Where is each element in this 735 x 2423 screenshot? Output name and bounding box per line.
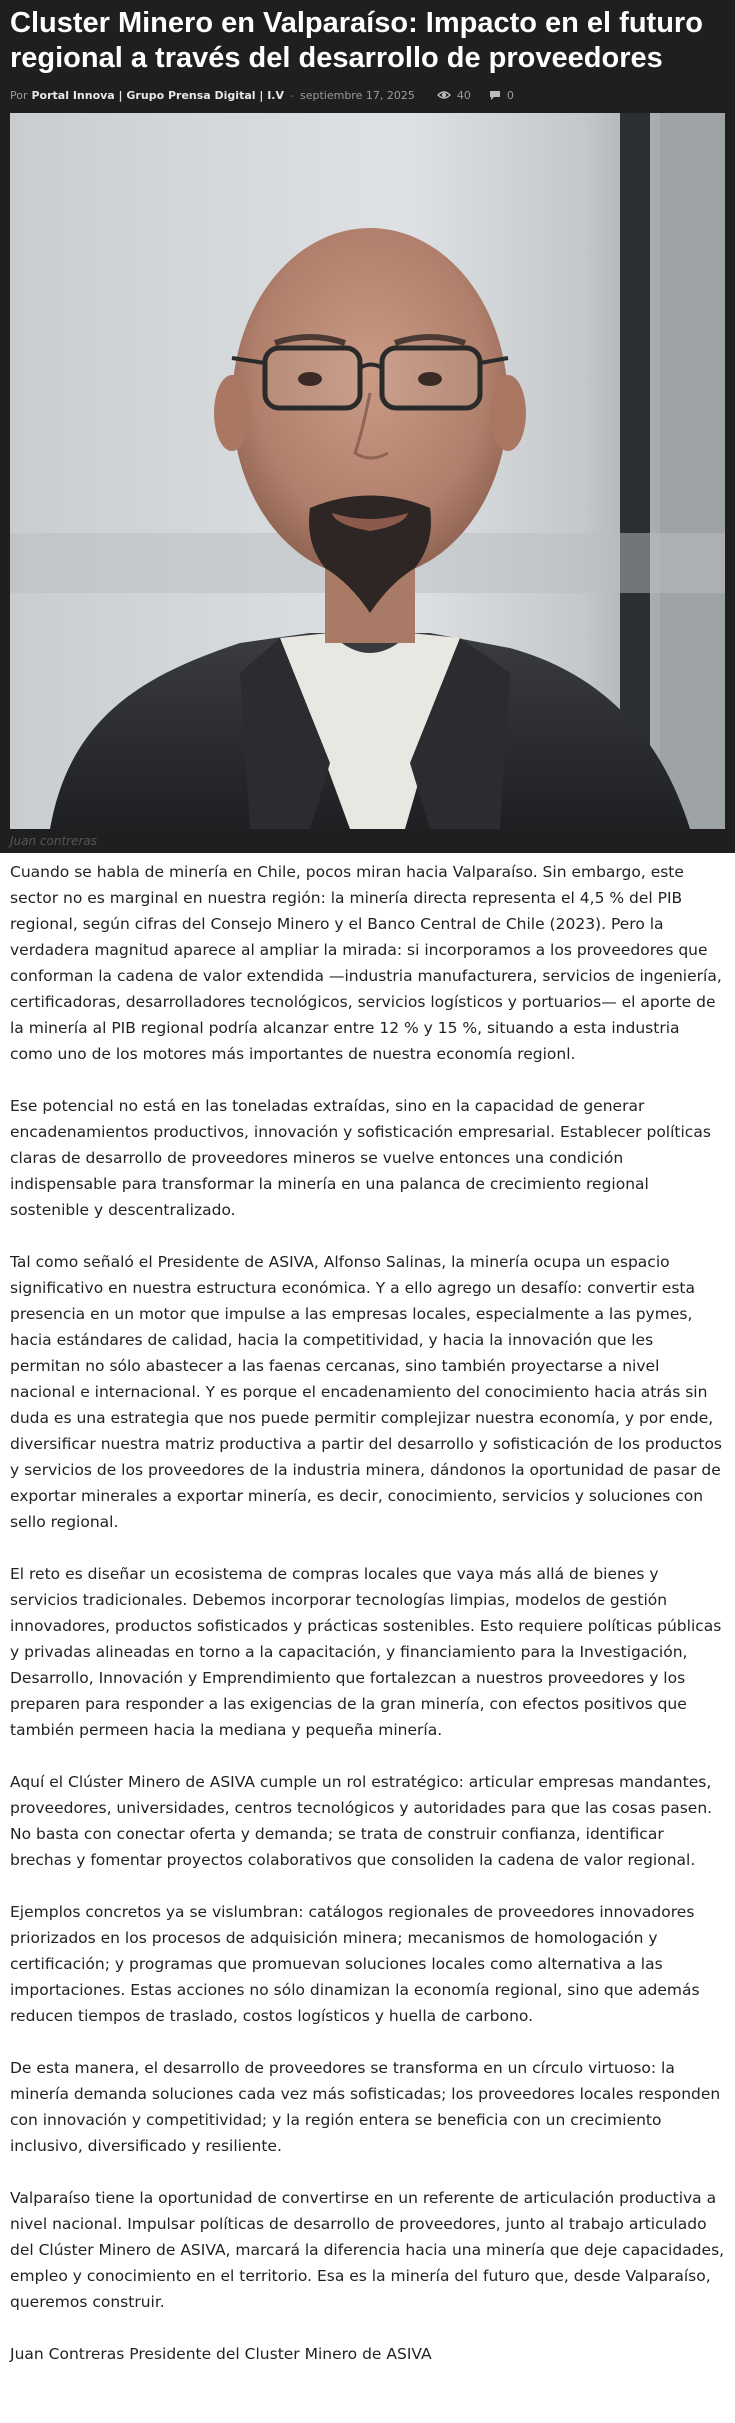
comments-value: 0 xyxy=(506,88,514,102)
comment-icon xyxy=(489,90,501,101)
figure-caption: Juan contreras xyxy=(10,834,98,848)
article-body xyxy=(0,853,735,2423)
portrait-photo xyxy=(10,113,725,829)
eye-icon xyxy=(437,90,451,100)
paragraph: Cuando se habla de minería en Chile, pocos miran hacia Valparaíso. Sin embargo, este sector no es marginal en nuestra región: la minería directa representa el 4,5 % del PIB regional, según cifras del Consejo Minero y el Banco Central de Chile (2023). Pero la verdadera magnitud aparece al ampliar la mirada: si incorporamos a los proveedores que conforman la cadena de valor extendida —industria manufacturera, servicios de ingeniería, certificadoras, desarrolladores tecnológicos, servicios logísticos y portuarios— el aporte de la minería al PIB regional podría alcanzar entre 12 % y 15 %, situando a esta industria como uno de los motores más importantes de nuestra economía regionl. xyxy=(10,863,722,1063)
paragraph: De esta manera, el desarrollo de proveedores se transforma en un círculo virtuoso: la minería demanda soluciones cada vez más sofisticadas; los proveedores locales responden con innovación y competitividad; y la región entera se beneficia con un crecimiento inclusivo, diversificado y resiliente. xyxy=(10,2059,721,2155)
featured-figure xyxy=(0,113,735,853)
author-signature: Juan Contreras Presidente del Cluster Minero de ASIVA xyxy=(10,2345,432,2363)
comments-count[interactable] xyxy=(489,89,514,102)
paragraph: Valparaíso tiene la oportunidad de convertirse en un referente de articulación productiva a nivel nacional. Impulsar políticas de desarrollo de proveedores, junto al trabajo articulado del Clúster Minero de ASIVA, marcará la diferencia hacia una minería que deje capacidades, empleo y conocimiento en el territorio. Esa es la minería del futuro que, desde Valparaíso, queremos construir. xyxy=(10,2189,725,2311)
paragraph: Aquí el Clúster Minero de ASIVA cumple un rol estratégico: articular empresas mandantes, proveedores, universidades, centros tecnológicos y autoridades para que las cosas pasen. No basta con conectar oferta y demanda; se trata de construir confianza, identificar brechas y fomentar proyectos colaborativos que consoliden la cadena de valor regional. xyxy=(10,1773,713,1869)
article-title: Cluster Minero en Valparaíso: Impacto en el futuro regional a través del desarrollo de proveedores xyxy=(10,7,703,74)
views-count xyxy=(437,89,471,102)
author-link[interactable]: Portal Innova | Grupo Prensa Digital | I.V xyxy=(31,88,284,102)
by-label: Por xyxy=(10,88,28,102)
paragraph: El reto es diseñar un ecosistema de compras locales que vaya más allá de bienes y servicios tradicionales. Debemos incorporar tecnologías limpias, modelos de gestión innovadores, productos sofisticados y prácticas sostenibles. Esto requiere políticas públicas y privadas alineadas en torno a la capacitación, y financiamiento para la Investigación, Desarrollo, Innovación y Emprendimiento que fortalezcan a nuestros proveedores y los preparen para responder a las exigencias de la gran minería, con efectos positivos que también permeen hacia la mediana y pequeña minería. xyxy=(10,1565,722,1739)
paragraph: Ejemplos concretos ya se vislumbran: catálogos regionales de proveedores innovadores priorizados en los procesos de adquisición minera; mecanismos de homologación y certificación; y programas que promuevan soluciones locales como alternativa a las importaciones. Estas acciones no sólo dinamizan la economía regional, sino que además reducen tiempos de traslado, costos logísticos y huella de carbono. xyxy=(10,1903,700,2025)
meta-separator: - xyxy=(290,88,294,102)
publish-date: septiembre 17, 2025 xyxy=(299,88,415,102)
paragraph: Ese potencial no está en las toneladas extraídas, sino en la capacidad de generar encadenamientos productivos, innovación y sofisticación empresarial. Establecer políticas claras de desarrollo de proveedores mineros se vuelve entonces una condición indispensable para transformar la minería en una palanca de crecimiento regional sostenible y descentralizado. xyxy=(10,1097,711,1219)
article-meta xyxy=(10,87,725,103)
paragraph: Tal como señaló el Presidente de ASIVA, Alfonso Salinas, la minería ocupa un espacio significativo en nuestra estructura económica. Y a ello agrego un desafío: convertir esta presencia en un motor que impulse a las empresas locales, especialmente a las pymes, hacia estándares de calidad, hacia la competitividad, y hacia la innovación que les permitan no sólo abastecer a las faenas cercanas, sino también proyectarse a nivel nacional e internacional. Y es porque el encadenamiento del conocimiento hacia atrás sin duda es una estrategia que nos puede permitir complejizar nuestra economía, y por ende, diversificar nuestra matriz productiva a partir del desarrollo y sofisticación de los productos y servicios de los proveedores de la industria minera, dándonos la oportunidad de pasar de exportar minerales a exportar minería, es decir, conocimiento, servicios y soluciones con sello regional. xyxy=(10,1253,723,1531)
views-value: 40 xyxy=(456,88,471,102)
article-header xyxy=(0,0,735,113)
